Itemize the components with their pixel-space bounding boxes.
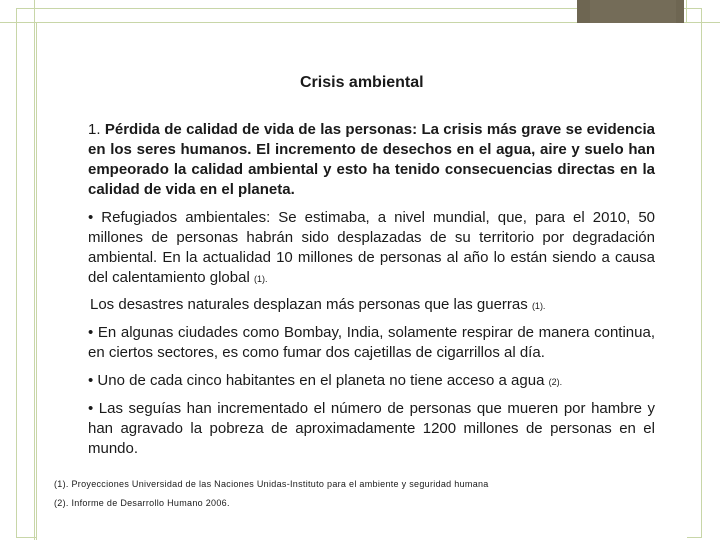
reference-mark: (1).: [531, 301, 546, 311]
footnote-2: (2). Informe de Desarrollo Humano 2006.: [54, 498, 230, 508]
paragraph-number: 1.: [88, 121, 101, 138]
paragraph-desastres: [90, 295, 657, 316]
paragraph-text: Pérdida de calidad de vida de las personas: La crisis más grave se evidencia en los seres humanos. El incremento de desechos en el agua, aire y suelo han empeorado la calidad ambiental y esto ha tenido consecuencias directas en la calidad de vida en el planeta.: [88, 121, 656, 198]
paragraph-sequias: [88, 399, 655, 459]
paragraph-text: • Las seguías han incrementado el número de personas que mueren por hambre y han agravado la pobreza de aproximadamente 1200 millones de personas en el mundo.: [88, 400, 655, 457]
paragraph-refugiados: [88, 208, 655, 289]
paragraph-bombay: [88, 323, 655, 363]
page-title: Crisis ambiental: [300, 74, 424, 91]
reference-mark: (1).: [253, 274, 268, 284]
paragraph-text: Los desastres naturales desplazan más personas que las guerras: [90, 296, 528, 313]
paragraph-agua: [88, 371, 655, 392]
paragraph-text: • Refugiados ambientales: Se estimaba, a nivel mundial, que, para el 2010, 50 millones de personas habrán sido desplazadas de su territorio por degradación ambiental. En la actualidad 10 millones de personas al año lo están siendo a causa del calentamiento global: [88, 209, 655, 286]
paragraph-text: • En algunas ciudades como Bombay, India, solamente respirar de manera continua, en ciertos sectores, es como fumar dos cajetillas de cigarrillos al día.: [88, 324, 655, 361]
paragraph-text: • Uno de cada cinco habitantes en el planeta no tiene acceso a agua: [88, 372, 545, 389]
paragraph-calidad-vida: [88, 120, 655, 200]
footnote-1: (1). Proyecciones Universidad de las Naciones Unidas-Instituto para el ambiente y seguridad humana: [54, 479, 489, 489]
reference-mark: (2).: [548, 377, 563, 387]
